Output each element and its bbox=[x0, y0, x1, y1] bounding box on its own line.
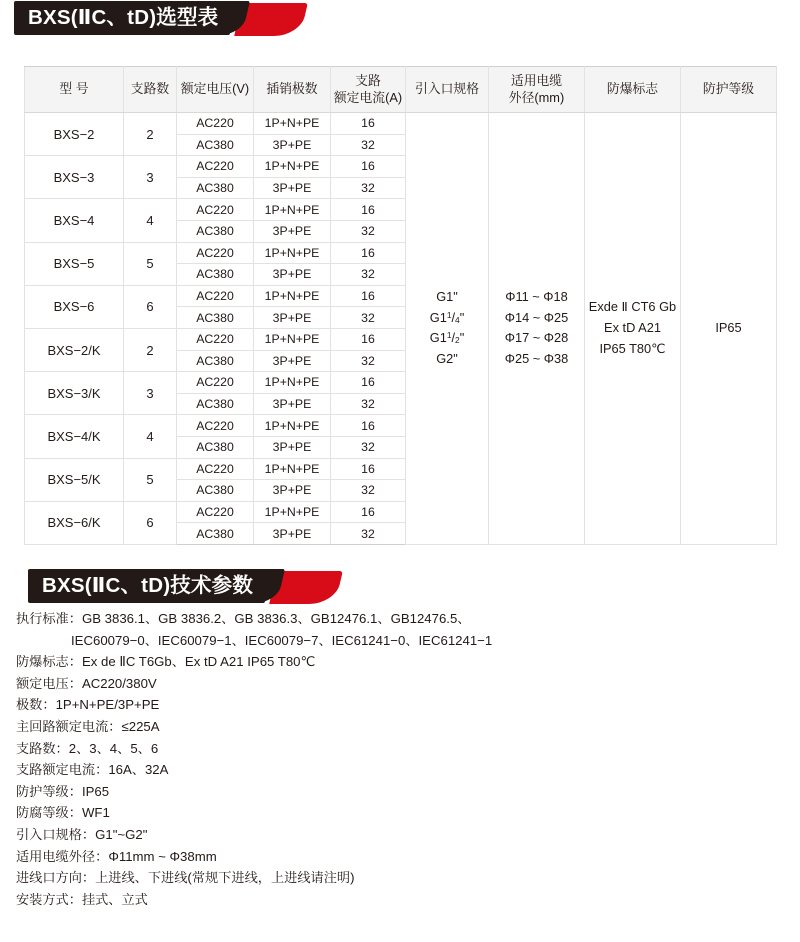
cell-branch-current: 16 bbox=[331, 242, 406, 264]
tech-param-label: 支路数： bbox=[16, 740, 69, 756]
section-title-tech-params: BXS(ⅡC、tD)技术参数 bbox=[42, 574, 254, 597]
selection-table-banner bbox=[14, 0, 354, 36]
tech-param-row bbox=[16, 781, 776, 803]
cell-poles: 3P+PE bbox=[254, 264, 331, 286]
tech-param-row bbox=[16, 738, 776, 760]
cell-model: BXS−3 bbox=[25, 156, 124, 199]
col-header-poles: 插销极数 bbox=[254, 67, 331, 113]
cell-model: BXS−3/K bbox=[25, 372, 124, 415]
cell-poles: 1P+N+PE bbox=[254, 199, 331, 221]
tech-param-row bbox=[16, 846, 776, 868]
cell-voltage: AC380 bbox=[177, 350, 254, 372]
cell-poles: 1P+N+PE bbox=[254, 242, 331, 264]
cell-branches: 6 bbox=[124, 285, 177, 328]
selection-table-wrapper bbox=[24, 66, 776, 545]
cell-branch-current: 16 bbox=[331, 372, 406, 394]
tech-param-row bbox=[16, 759, 776, 781]
tech-param-row bbox=[16, 630, 776, 652]
cell-poles: 1P+N+PE bbox=[254, 415, 331, 437]
tech-param-label: 适用电缆外径： bbox=[16, 848, 109, 864]
cell-voltage: AC380 bbox=[177, 307, 254, 329]
col-header-branches: 支路数 bbox=[124, 67, 177, 113]
cell-cable-od: Φ11 ~ Φ18 Φ14 ~ Φ25 Φ17 ~ Φ28 Φ25 ~ Φ38 bbox=[489, 113, 585, 545]
cell-branch-current: 16 bbox=[331, 156, 406, 178]
tech-param-label: 进线口方向： bbox=[16, 870, 96, 886]
cell-branches: 4 bbox=[124, 199, 177, 242]
cell-poles: 3P+PE bbox=[254, 177, 331, 199]
cell-poles: 3P+PE bbox=[254, 134, 331, 156]
cell-poles: 1P+N+PE bbox=[254, 501, 331, 523]
cell-inlet-spec: G1" $G1^1/_4$" $G1^1/_2$" G2" bbox=[406, 113, 489, 545]
cell-branch-current: 16 bbox=[331, 501, 406, 523]
tech-param-label: 引入口规格： bbox=[16, 826, 96, 842]
tech-param-row bbox=[16, 651, 776, 673]
cell-voltage: AC220 bbox=[177, 415, 254, 437]
tech-param-value: WF1 bbox=[81, 805, 110, 821]
cell-branch-current: 32 bbox=[331, 177, 406, 199]
tech-param-value: 2、3、4、5、6 bbox=[68, 740, 159, 756]
col-header-branch-current: 支路 额定电流(A) bbox=[331, 67, 406, 113]
tech-param-value: ≤225A bbox=[121, 718, 160, 734]
tech-param-row bbox=[16, 867, 776, 889]
cell-voltage: AC220 bbox=[177, 328, 254, 350]
cell-branches: 6 bbox=[124, 501, 177, 544]
tech-params-banner bbox=[28, 568, 368, 604]
col-header-ip-rating: 防护等级 bbox=[681, 67, 777, 113]
col-header-inlet-spec: 引入口规格 bbox=[406, 67, 489, 113]
cell-branches: 2 bbox=[124, 328, 177, 371]
cell-voltage: AC380 bbox=[177, 393, 254, 415]
tech-param-value: 1P+N+PE/3P+PE bbox=[55, 697, 160, 713]
tech-param-value: 16A、32A bbox=[108, 762, 169, 778]
cell-model: BXS−5/K bbox=[25, 458, 124, 501]
tech-param-value: GB 3836.1、GB 3836.2、GB 3836.3、GB12476.1、GB12476.5、 bbox=[81, 611, 471, 626]
cell-branch-current: 32 bbox=[331, 134, 406, 156]
cell-model: BXS−6/K bbox=[25, 501, 124, 544]
tech-param-value: IP65 bbox=[81, 783, 110, 799]
cell-voltage: AC380 bbox=[177, 480, 254, 502]
cell-voltage: AC380 bbox=[177, 436, 254, 458]
tech-params-list bbox=[16, 608, 776, 910]
section-title-selection-table: BXS(ⅡC、tD)选型表 bbox=[28, 6, 219, 29]
tech-param-value: G1"~G2" bbox=[95, 826, 148, 842]
cell-branches: 2 bbox=[124, 113, 177, 156]
col-header-voltage: 额定电压(V) bbox=[177, 67, 254, 113]
cell-branch-current: 32 bbox=[331, 523, 406, 545]
tech-param-value: IEC60079−0、IEC60079−1、IEC60079−7、IEC61241−0、IEC61241−1 bbox=[71, 632, 493, 648]
cell-poles: 3P+PE bbox=[254, 393, 331, 415]
col-header-model: 型 号 bbox=[25, 67, 124, 113]
cell-voltage: AC220 bbox=[177, 372, 254, 394]
cell-poles: 1P+N+PE bbox=[254, 372, 331, 394]
cell-poles: 3P+PE bbox=[254, 523, 331, 545]
cell-model: BXS−2 bbox=[25, 113, 124, 156]
tech-param-row bbox=[16, 716, 776, 738]
cell-voltage: AC220 bbox=[177, 242, 254, 264]
cell-branches: 3 bbox=[124, 372, 177, 415]
selection-table bbox=[24, 66, 777, 545]
cell-branch-current: 16 bbox=[331, 285, 406, 307]
cell-poles: 3P+PE bbox=[254, 436, 331, 458]
cell-voltage: AC220 bbox=[177, 156, 254, 178]
cell-poles: 1P+N+PE bbox=[254, 156, 331, 178]
cell-poles: 3P+PE bbox=[254, 480, 331, 502]
cell-ex-mark: Exde Ⅱ CT6 Gb Ex tD A21 IP65 T80℃ bbox=[585, 113, 681, 545]
tech-param-value: AC220/380V bbox=[81, 675, 157, 691]
tech-param-label: 额定电压： bbox=[16, 675, 82, 691]
col-header-ex-mark: 防爆标志 bbox=[585, 67, 681, 113]
cell-poles: 1P+N+PE bbox=[254, 328, 331, 350]
table-body bbox=[25, 113, 777, 545]
cell-branch-current: 32 bbox=[331, 220, 406, 242]
cell-branch-current: 16 bbox=[331, 415, 406, 437]
cell-branches: 4 bbox=[124, 415, 177, 458]
tech-param-row bbox=[16, 889, 776, 911]
cell-model: BXS−2/K bbox=[25, 328, 124, 371]
cell-poles: 3P+PE bbox=[254, 350, 331, 372]
cell-branch-current: 16 bbox=[331, 199, 406, 221]
tech-param-label: 防护等级： bbox=[16, 783, 82, 799]
cell-branch-current: 16 bbox=[331, 113, 406, 135]
col-header-cable-od: 适用电缆 外径(mm) bbox=[489, 67, 585, 113]
cell-voltage: AC220 bbox=[177, 199, 254, 221]
cell-branch-current: 32 bbox=[331, 393, 406, 415]
tech-param-row bbox=[16, 802, 776, 824]
cell-voltage: AC220 bbox=[177, 458, 254, 480]
tech-param-value: 挂式、立式 bbox=[81, 891, 148, 907]
cell-branch-current: 16 bbox=[331, 328, 406, 350]
tech-param-value: Ex de ⅡC T6Gb、Ex tD A21 IP65 T80℃ bbox=[81, 654, 316, 670]
cell-voltage: AC220 bbox=[177, 501, 254, 523]
cell-voltage: AC380 bbox=[177, 523, 254, 545]
cell-poles: 3P+PE bbox=[254, 220, 331, 242]
tech-param-row bbox=[16, 673, 776, 695]
tech-param-label: 主回路额定电流： bbox=[16, 718, 122, 734]
cell-branch-current: 32 bbox=[331, 480, 406, 502]
cell-branch-current: 32 bbox=[331, 350, 406, 372]
table-row bbox=[25, 113, 777, 135]
tech-param-label: 极数： bbox=[16, 697, 56, 713]
cell-poles: 1P+N+PE bbox=[254, 458, 331, 480]
cell-voltage: AC380 bbox=[177, 264, 254, 286]
cell-model: BXS−4/K bbox=[25, 415, 124, 458]
cell-model: BXS−6 bbox=[25, 285, 124, 328]
table-header-row bbox=[25, 67, 777, 113]
cell-poles: 3P+PE bbox=[254, 307, 331, 329]
cell-model: BXS−5 bbox=[25, 242, 124, 285]
cell-branch-current: 32 bbox=[331, 264, 406, 286]
tech-param-label: 执行标准： bbox=[16, 611, 82, 626]
tech-param-row bbox=[16, 824, 776, 846]
cell-branches: 5 bbox=[124, 242, 177, 285]
cell-branch-current: 32 bbox=[331, 436, 406, 458]
cell-ip-rating: IP65 bbox=[681, 113, 777, 545]
tech-param-value: 上进线、下进线(常规下进线，上进线请注明) bbox=[95, 870, 355, 886]
tech-param-row bbox=[16, 694, 776, 716]
cell-voltage: AC380 bbox=[177, 177, 254, 199]
cell-model: BXS−4 bbox=[25, 199, 124, 242]
cell-branch-current: 16 bbox=[331, 458, 406, 480]
cell-voltage: AC220 bbox=[177, 113, 254, 135]
cell-voltage: AC380 bbox=[177, 220, 254, 242]
tech-param-label: 安装方式： bbox=[16, 891, 82, 907]
tech-param-row bbox=[16, 608, 776, 630]
cell-branches: 5 bbox=[124, 458, 177, 501]
cell-voltage: AC220 bbox=[177, 285, 254, 307]
cell-branches: 3 bbox=[124, 156, 177, 199]
tech-param-label: 支路额定电流： bbox=[16, 762, 109, 778]
tech-param-label: 防爆标志： bbox=[16, 654, 82, 670]
cell-voltage: AC380 bbox=[177, 134, 254, 156]
cell-poles: 1P+N+PE bbox=[254, 113, 331, 135]
cell-poles: 1P+N+PE bbox=[254, 285, 331, 307]
cell-branch-current: 32 bbox=[331, 307, 406, 329]
tech-param-value: Φ11mm ~ Φ38mm bbox=[108, 848, 217, 864]
tech-param-label: 防腐等级： bbox=[16, 805, 82, 821]
